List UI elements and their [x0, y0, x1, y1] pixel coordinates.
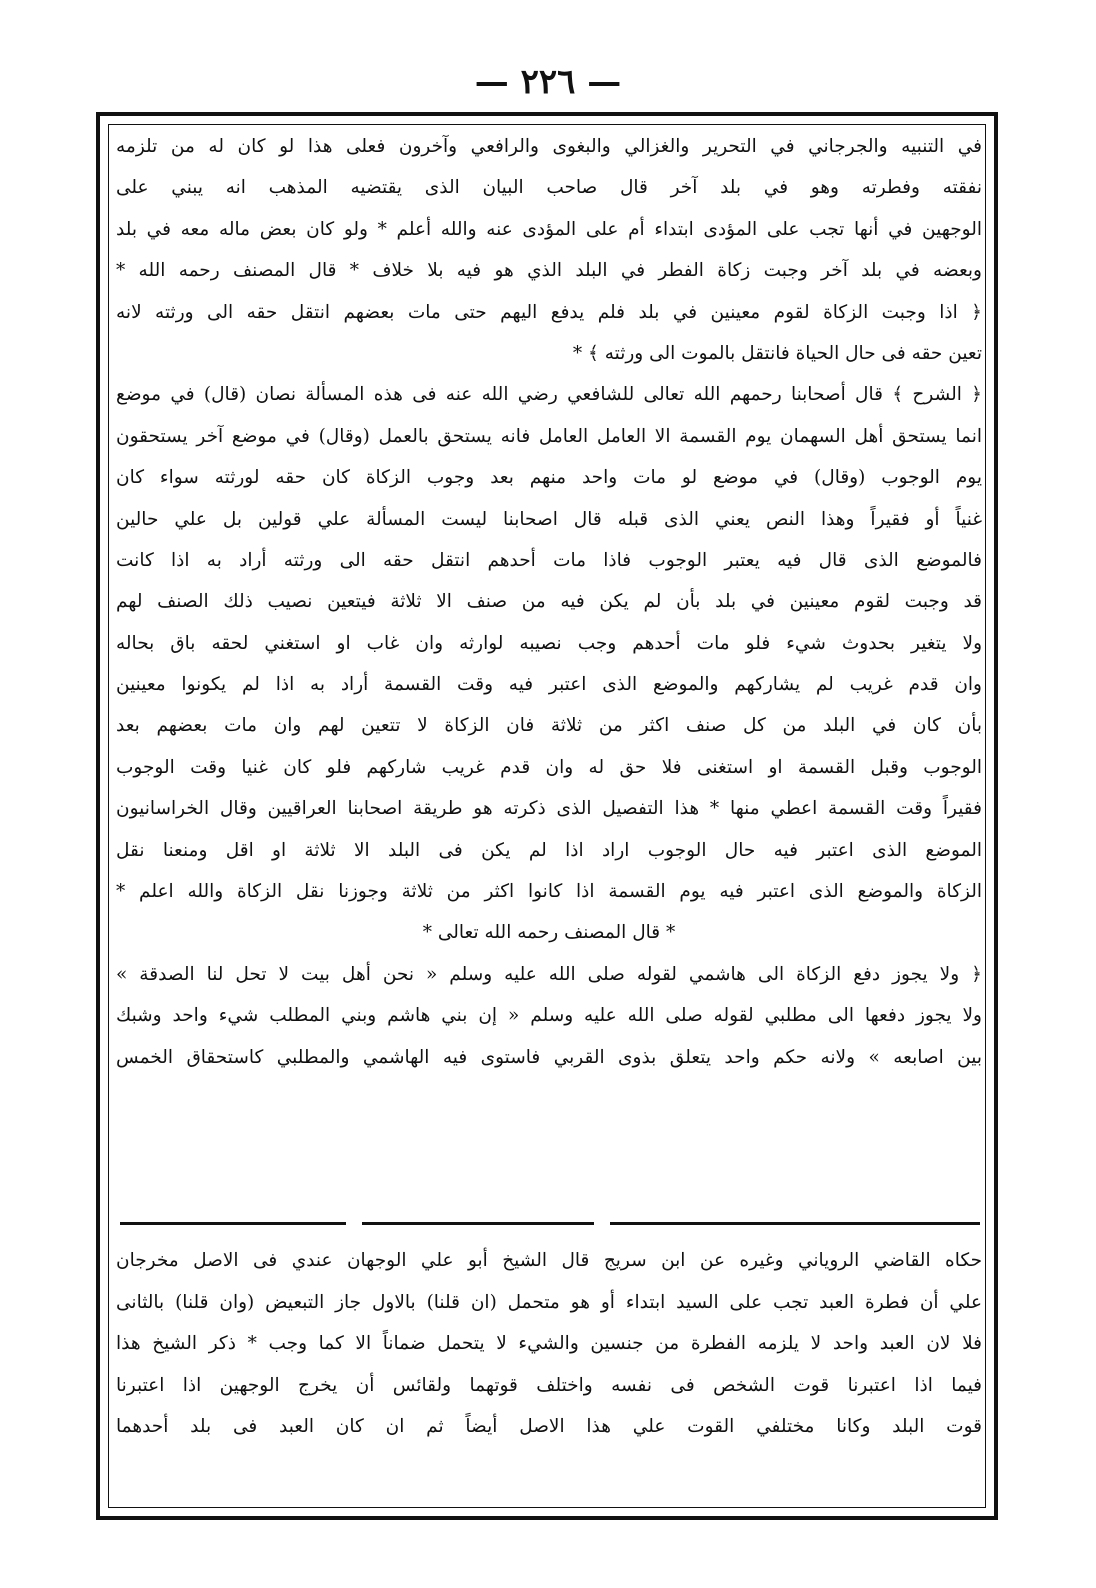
footnote-separator — [610, 1222, 980, 1225]
main-line: بأن كان في البلد من كل صنف اكثر من ثلاثة فان الزكاة لا تتعين لهم وان مات بعضهم بعد — [116, 715, 982, 737]
footnote-separator — [362, 1222, 594, 1225]
footnote-line: فيما اذا اعتبرنا قوت الشخص فى نفسه واختلف قوتهما ولقائس أن يخرج الوجهين اذا اعتبرنا — [116, 1374, 982, 1396]
footnote-line: حكاه القاضي الروياني وغيره عن ابن سريج قال الشيخ أبو علي الوجهان عندي فى الاصل مخرجان — [116, 1250, 982, 1271]
main-line: انما يستحق أهل السهمان يوم القسمة الا العامل العامل فانه يستحق بالعمل (وقال) في موضع آخر يستحقون — [116, 425, 982, 447]
main-line: يوم الوجوب (وقال) في موضع لو مات واحد منهم بعد وجوب الزكاة كان حقه لورثته سواء كان — [116, 467, 982, 489]
footnote-separator — [120, 1222, 346, 1225]
main-line: فقيراً وقت القسمة اعطي منها * هذا التفصيل الذى ذكرته هو طريقة اصحابنا العراقيين وقال الخراسانيون — [116, 798, 982, 820]
main-line: ﴿ الشرح ﴾ قال أصحابنا رحمهم الله تعالى للشافعي رضي الله عنه فى هذه المسألة نصان (قال) في موضع — [116, 384, 982, 406]
page-number: — ٢٢٦ — — [474, 62, 622, 102]
main-line: في التنبيه والجرجاني في التحرير والغزالي والبغوى والرافعي وآخرون فعلى هذا لو كان له من تلزمه — [116, 136, 982, 157]
footnote-line: علي أن فطرة العبد تجب على السيد ابتداء أو هو متحمل (ان قلنا) بالاول جاز التبعيض (وان قلنا) بالثانى — [116, 1291, 982, 1313]
footnote-line: قوت البلد وكانا مختلفي القوت علي هذا الاصل أيضاً ثم ان كان العبد فى بلد أحدهما — [116, 1416, 982, 1438]
main-line: ولا يجوز دفعها الى مطلبي لقوله صلى الله عليه وسلم « إن بني هاشم وبني المطلب شيء واحد وشبك — [116, 1005, 982, 1027]
main-line: وان قدم غريب لم يشاركهم والموضع الذى اعتبر فيه وقت القسمة أراد به اذا لم يكونوا معينين — [116, 674, 982, 696]
section-heading: * قال المصنف رحمه الله تعالى * — [422, 922, 676, 944]
main-text-block — [116, 126, 982, 1078]
main-line: الموضع الذى اعتبر فيه حال الوجوب اراد اذا لم يكن فى البلد الا ثلاثة او اقل ومنعنا نقل — [116, 839, 982, 861]
main-line: قد وجبت لقوم معينين في بلد بأن لم يكن فيه من صنف الا ثلاثة فيتعين نصيب ذلك الصنف لهم — [116, 591, 982, 613]
main-line: ﴿ اذا وجبت الزكاة لقوم معينين في بلد فلم يدفع اليهم حتى مات بعضهم انتقل حقه الى ورثته لانه — [116, 301, 982, 323]
main-line: نفقته وفطرته وهو في بلد آخر قال صاحب البيان الذى يقتضيه المذهب انه يبني على — [116, 177, 982, 199]
footnote-line: فلا لان العبد واحد لا يلزمه الفطرة من جنسين والشيء لا يتحمل ضماناً الا كما وجب * ذكر الشيخ هذا — [116, 1333, 982, 1355]
main-line: ﴿ ولا يجوز دفع الزكاة الى هاشمي لقوله صلى الله عليه وسلم « نحن أهل بيت لا تحل لنا الصدقة » — [116, 963, 982, 985]
main-line: ولا يتغير بحدوث شيء فلو مات أحدهم وجب نصيبه لوارثه وان غاب او استغني لحقه باق بحاله — [116, 632, 982, 654]
footnote-block — [116, 1240, 982, 1448]
main-line: فالموضع الذى قال فيه يعتبر الوجوب فاذا مات أحدهم انتقل حقه الى ورثته أراد به اذا كانت — [116, 549, 982, 571]
main-line: غنياً أو فقيراً وهذا النص يعني الذى قبله قال اصحابنا ليست المسألة علي قولين بل علي حالين — [116, 508, 982, 530]
main-line: الزكاة والموضع الذى اعتبر فيه يوم القسمة اذا كانوا اكثر من ثلاثة وجوزنا نقل الزكاة والله اعلم * — [116, 881, 982, 903]
main-line: بين اصابعه » ولانه حكم واحد يتعلق بذوى القربي فاستوى فيه الهاشمي والمطلبي كاستحقاق الخمس — [116, 1046, 982, 1068]
main-line: وبعضه في بلد آخر وجبت زكاة الفطر في البلد الذي هو فيه بلا خلاف * قال المصنف رحمه الله * — [116, 260, 982, 282]
main-line: تعين حقه فى حال الحياة فانتقل بالموت الى ورثته ﴾ * — [572, 342, 982, 364]
main-line: الوجهين في أنها تجب على المؤدى ابتداء أم على المؤدى عنه والله أعلم * ولو كان بعض ماله معه في بلد — [116, 218, 982, 240]
main-line: الوجوب وقبل القسمة او استغنى فلا حق له وان قدم غريب شاركهم فلو كان غنيا وقت الوجوب — [116, 756, 982, 778]
